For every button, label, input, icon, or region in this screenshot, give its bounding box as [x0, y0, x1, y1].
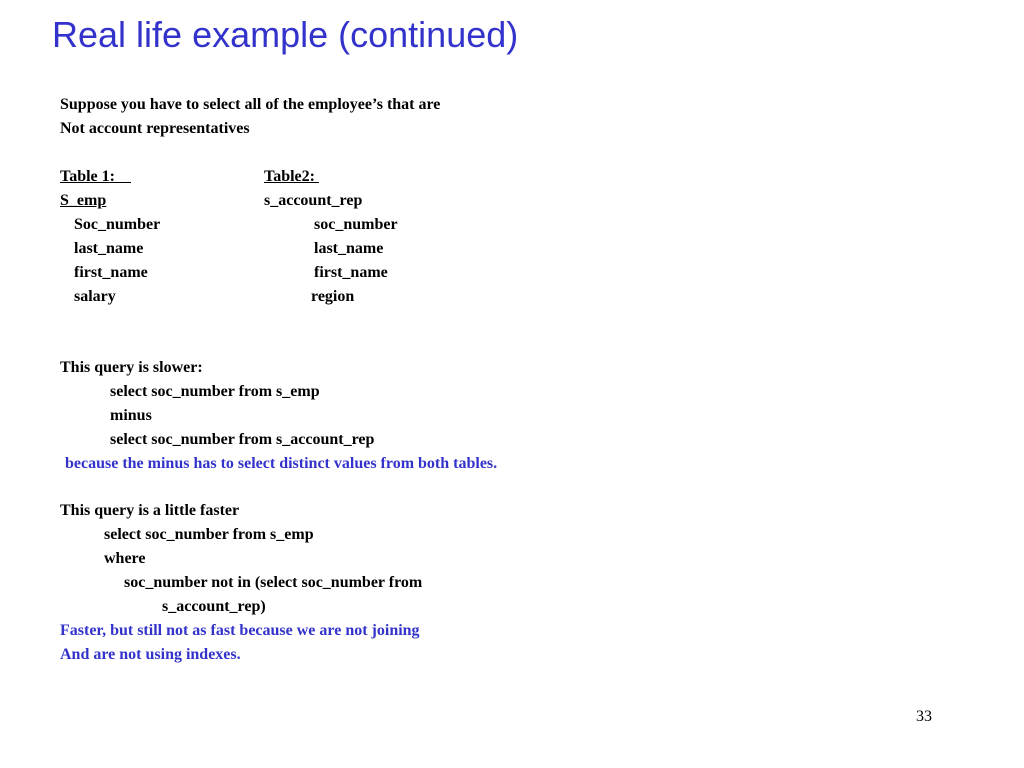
query2-note-line-1: Faster, but still not as fast because we are not joining	[60, 622, 420, 639]
query1-line: minus	[110, 407, 152, 424]
table1-column: first_name	[74, 264, 148, 281]
query2-line: s_account_rep)	[162, 598, 266, 615]
table2-column: region	[311, 288, 355, 305]
query2-line: where	[104, 550, 146, 567]
table1-name: S_emp	[60, 192, 107, 209]
query1-heading: This query is slower:	[60, 359, 203, 376]
intro-line-1: Suppose you have to select all of the employee’s that are	[60, 96, 441, 113]
query1-line: select soc_number from s_emp	[110, 383, 320, 400]
query2-note-line-2: And are not using indexes.	[60, 646, 241, 663]
query1-note: because the minus has to select distinct values from both tables.	[65, 455, 498, 472]
query1-line: select soc_number from s_account_rep	[110, 431, 375, 448]
table2-column: first_name	[314, 264, 388, 281]
page-number: 33	[916, 708, 932, 725]
query2-line: select soc_number from s_emp	[104, 526, 314, 543]
query2-heading: This query is a little faster	[60, 502, 240, 519]
slide-title: Real life example (continued)	[52, 14, 519, 55]
table1-label: Table 1:	[60, 168, 115, 185]
table2-column: soc_number	[314, 216, 398, 233]
table2-label: Table2:	[264, 168, 315, 185]
table1-column: Soc_number	[74, 216, 161, 233]
table1-column: salary	[74, 288, 116, 305]
query2-line: soc_number not in (select soc_number from	[124, 574, 423, 591]
intro-line-2: Not account representatives	[60, 120, 250, 137]
table2-column: last_name	[314, 240, 384, 257]
table1-column: last_name	[74, 240, 144, 257]
table2-name: s_account_rep	[264, 192, 363, 209]
